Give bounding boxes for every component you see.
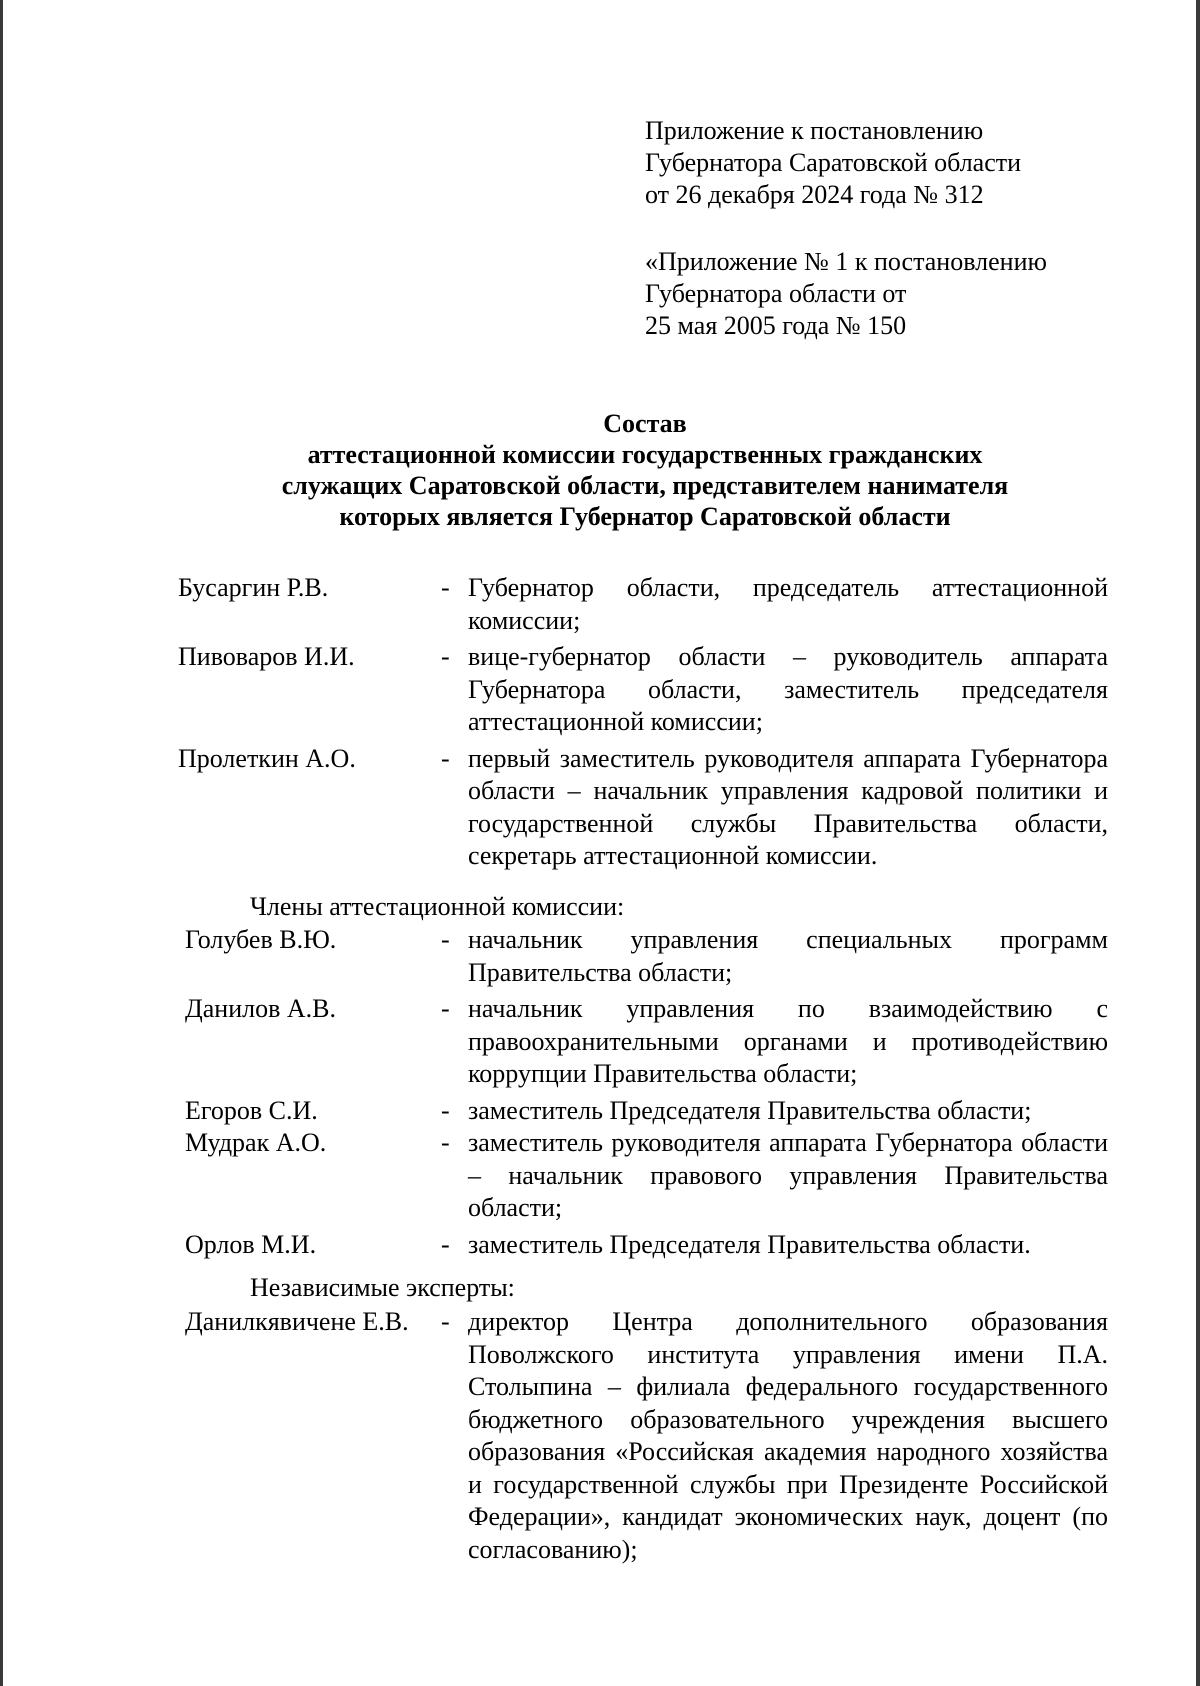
person-name: Данилкявичене Е.В.: [185, 1307, 409, 1336]
person-name: Бусаргин Р.В.: [178, 573, 329, 602]
list-item: [0, 572, 1200, 637]
dash-separator: -: [441, 1128, 450, 1157]
dash-separator: -: [441, 994, 450, 1023]
person-role: вице-губернатор области – руководитель аппарата Губернатора области, заместитель председателя аттестационной комиссии;: [468, 642, 1108, 736]
person-name: Егоров С.И.: [185, 1095, 318, 1125]
title-line: Состав: [603, 409, 687, 438]
members-list: [0, 924, 1200, 1261]
list-item: [0, 993, 1200, 1091]
list-item: [0, 1229, 1200, 1262]
dash-separator: -: [441, 642, 450, 671]
dash-separator: -: [441, 743, 450, 773]
person-role: первый заместитель руководителя аппарата Губернатора области – начальник управления кадровой политики и государственной службы Правительства области, секретарь аттестационной комиссии.: [468, 743, 1108, 870]
person-role: начальник управления специальных программ Правительства области;: [468, 925, 1108, 987]
appendix-header-line: Приложение к постановлению: [645, 116, 984, 145]
list-item: [0, 1306, 1200, 1566]
person-name: Мудрак А.О.: [185, 1128, 327, 1157]
person-name: Голубев В.Ю.: [185, 925, 337, 954]
person-role: заместитель Председателя Правительства области.: [468, 1229, 1031, 1259]
title-line: служащих Саратовской области, представителем нанимателя: [281, 471, 1009, 500]
person-name: Пролеткин А.О.: [178, 743, 356, 773]
experts-heading: Независимые эксперты:: [250, 1273, 515, 1302]
title-line: которых является Губернатор Саратовской области: [339, 502, 951, 531]
original-appendix-line: «Приложение № 1 к постановлению: [645, 247, 1047, 276]
dash-separator: -: [441, 573, 450, 602]
experts-list: [0, 1306, 1200, 1566]
person-name: Данилов А.В.: [185, 994, 336, 1023]
list-item: [0, 1095, 1200, 1128]
list-item: [0, 1127, 1200, 1225]
person-role: заместитель руководителя аппарата Губернатора области – начальник правового управления Правительства области;: [468, 1128, 1108, 1222]
dash-separator: -: [441, 1095, 450, 1125]
appendix-header: [645, 115, 1125, 211]
list-item: [0, 743, 1200, 873]
leadership-list: [0, 572, 1200, 873]
original-appendix-line: Губернатора области от: [645, 279, 907, 308]
original-appendix-header: [645, 246, 1125, 342]
document-title: [180, 408, 1110, 532]
dash-separator: -: [441, 1307, 450, 1336]
person-role: директор Центра дополнительного образования Поволжского института управления имени П.А. Столыпина – филиала федерального государственного бюджетного образовательного учреждения высшего образования «Российская академия народного хозяйства и государственной службы при Президенте Российской Федерации», кандидат экономических наук, доцент (по согласованию);: [468, 1307, 1108, 1564]
members-heading: Члены аттестационной комиссии:: [250, 892, 625, 921]
list-item: [0, 924, 1200, 989]
list-item: [0, 641, 1200, 739]
dash-separator: -: [441, 1229, 450, 1259]
person-role: Губернатор области, председатель аттестационной комиссии;: [468, 573, 1108, 635]
person-name: Пивоваров И.И.: [178, 642, 355, 671]
person-name: Орлов М.И.: [185, 1229, 317, 1259]
appendix-header-line: от 26 декабря 2024 года № 312: [645, 180, 984, 209]
appendix-header-line: Губернатора Саратовской области: [645, 148, 1022, 177]
person-role: заместитель Председателя Правительства области;: [468, 1095, 1032, 1125]
original-appendix-line: 25 мая 2005 года № 150: [645, 311, 907, 340]
title-line: аттестационной комиссии государственных гражданских: [307, 440, 983, 469]
person-role: начальник управления по взаимодействию с правоохранительными органами и противодействию коррупции Правительства области;: [468, 994, 1108, 1088]
dash-separator: -: [441, 925, 450, 954]
